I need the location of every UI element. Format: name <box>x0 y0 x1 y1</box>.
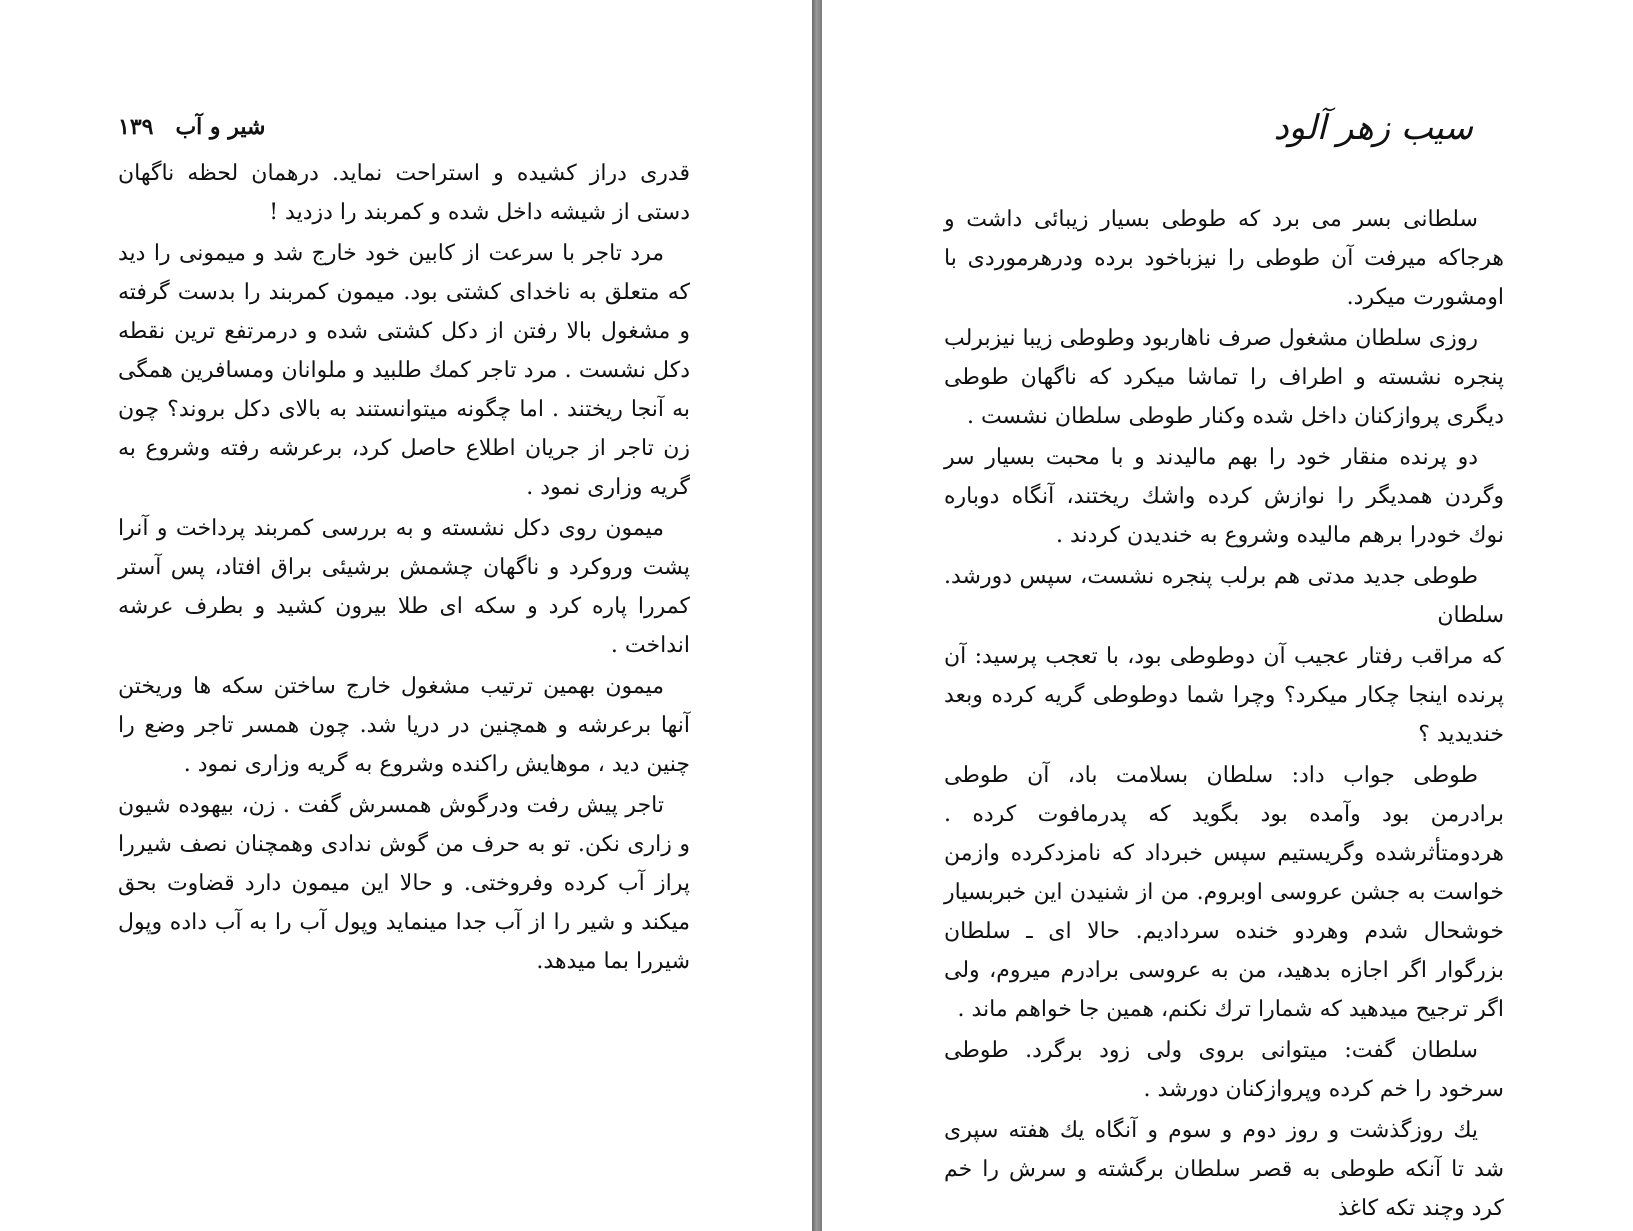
paragraph: میمون بهمین ترتیب مشغول خارج ساختن سکه ها وریختن آنها برعرشه و همچنین در دریا شد. چون همسر تاجر وضع را چنین دید ، موهایش راکنده وشروع به گریه وزاری نمود . <box>118 674 690 777</box>
right-page-text <box>944 200 1504 1230</box>
paragraph: دو پرنده منقار خود را بهم مالیدند و با محبت بسیار سر وگردن همدیگر را نوازش کرده واشك ریختند، آنگاه دوباره نوك خودرا برهم مالیده وشروع به خندیدن کردند . <box>944 445 1504 548</box>
chapter-title: سیب زهر آلود <box>1273 108 1473 148</box>
left-page-text <box>118 154 690 983</box>
paragraph: سلطان گفت: میتوانی بروی ولی زود برگرد. طوطی سرخود را خم کرده وپروازکنان دورشد . <box>944 1038 1504 1102</box>
paragraph: میمون روی دکل نشسته و به بررسی کمربند پرداخت و آنرا پشت وروکرد و ناگهان چشمش برشیئی براق افتاد، پس آستر کمررا پاره کرد و سکه ای طلا بیرون کشید و بطرف عرشه انداخت . <box>118 516 690 658</box>
paragraph: تاجر پیش رفت ودرگوش همسرش گفت . زن، بیهوده شیون و زاری نکن. تو به حرف من گوش ندادی وهمچنان نصف شیررا پراز آب کرده وفروختی. و حالا این میمون دارد قضاوت بحق میکند و شیر را از آب جدا مینماید وپول آب را به آب داده وپول شیررا بما میدهد. <box>118 793 690 974</box>
paragraph: مرد تاجر با سرعت از کابین خود خارج شد و میمونی را دید که متعلق به ناخدای کشتی بود. میمون کمربند را بدست گرفته و مشغول بالا رفتن از دکل کشتی شده و درمرتفع ترین نقطه دکل نشست . مرد تاجر کمك طلبید و ملوانان ومسافرین همگی به آنجا ریختند . اما چگونه میتوانستند به بالای دکل بروند؟ چون زن تاجر از جریان اطلاع حاصل کرد، برعرشه رفته وشروع به گریه وزاری نمود . <box>118 241 690 500</box>
left-page <box>0 0 812 1231</box>
paragraph: سلطانی بسر می برد که طوطی بسیار زیبائی داشت و هرجاکه میرفت آن طوطی را نیزباخود برده ودرهرموردی با اومشورت میکرد. <box>944 207 1504 310</box>
book-gutter <box>812 0 822 1231</box>
paragraph: طوطی جواب داد: سلطان بسلامت باد، آن طوطی برادرمن بود وآمده بود بگوید که پدرمافوت کرده . هردومتأثرشده وگریستیم سپس خبرداد که نامزدکرده وازمن خواست به جشن عروسی اوبروم. من از شنیدن این خبربسیار خوشحال شدم وهردو خنده سردادیم. حالا ای ـ سلطان بزرگوار اگر اجازه بدهید، من به عروسی برادرم میروم، ولی اگر ترجیح میدهید که شمارا ترك نکنم، همین جا خواهم ماند . <box>944 763 1504 1022</box>
right-page <box>822 0 1633 1231</box>
paragraph: روزی سلطان مشغول صرف ناهاربود وطوطی زیبا نیزبرلب پنجره نشسته و اطراف را تماشا میکرد که ناگهان طوطی دیگری پروازکنان داخل شده وکنار طوطی سلطان نشست . <box>944 326 1504 429</box>
paragraph: قدری دراز کشیده و استراحت نماید. درهمان لحظه ناگهان دستی از شیشه داخل شده و کمربند را دزدید ! <box>118 161 690 225</box>
running-header-title: شیر و آب <box>175 114 266 140</box>
paragraph: که مراقب رفتار عجیب آن دوطوطی بود، با تعجب پرسید: آن پرنده اینجا چکار میکرد؟ وچرا شما دوطوطی گریه کرده وبعد خندیدید ؟ <box>944 644 1504 747</box>
paragraph: یك روزگذشت و روز دوم و سوم و آنگاه یك هفته سپری شد تا آنکه طوطی به قصر سلطان برگشته و سرش را خم کرد وچند تکه کاغذ <box>944 1118 1504 1221</box>
running-header <box>118 114 265 140</box>
page-number: ۱۳۹ <box>118 114 154 140</box>
paragraph: طوطی جدید مدتی هم برلب پنجره نشست، سپس دورشد. سلطان <box>944 564 1504 628</box>
